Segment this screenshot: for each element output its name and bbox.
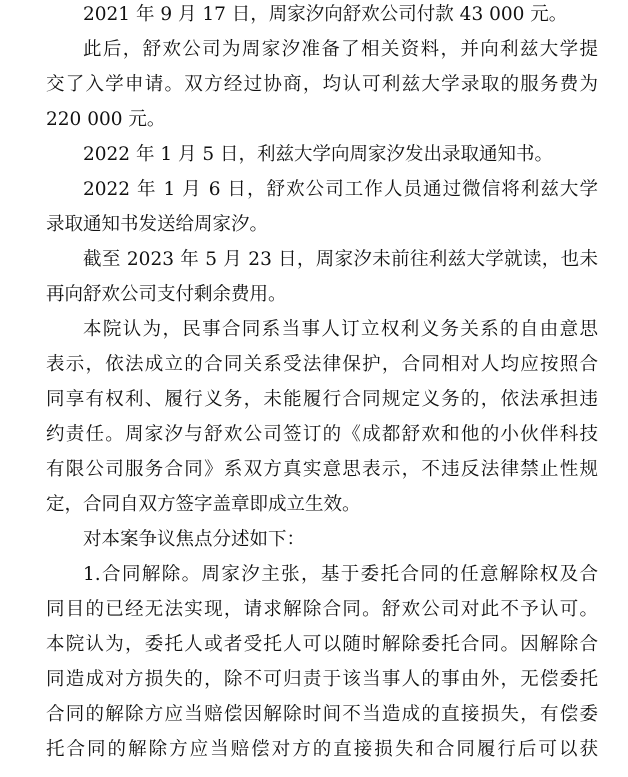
text-line: 2022 年 1 月 5 日，利兹大学向周家汐发出录取通知书。 (83, 144, 554, 165)
paragraph-payment (46, 0, 598, 32)
text-line: 同造成对方损失的，除不可归责于该当事人的事由外，无偿委托 (46, 669, 598, 690)
paragraph-offer (46, 137, 598, 172)
text-line: 再向舒欢公司支付剩余费用。 (46, 284, 287, 305)
text-line: 2022 年 1 月 6 日，舒欢公司工作人员通过微信将利兹大学 (83, 179, 598, 200)
paragraph-unpaid (46, 242, 598, 312)
text-line: 录取通知书发送给周家汐。 (46, 214, 269, 235)
text-line: 此后，舒欢公司为周家汐准备了相关资料，并向利兹大学提 (83, 39, 598, 60)
text-line: 同享有权利、履行义务，未能履行合同规定义务的，依法承担违 (46, 389, 598, 410)
text-line: 本院认为，委托人或者受托人可以随时解除委托合同。因解除合 (46, 634, 598, 655)
text-line: 本院认为，民事合同系当事人订立权利义务关系的自由意思 (83, 319, 598, 340)
paragraph-focus-intro (46, 522, 598, 557)
text-line: 2021 年 9 月 17 日，周家汐向舒欢公司付款 43 000 元。 (83, 4, 568, 25)
text-line: 截至 2023 年 5 月 23 日，周家汐未前往利兹大学就读，也未 (83, 249, 598, 270)
paragraph-wechat (46, 172, 598, 242)
text-line: 对本案争议焦点分述如下： (83, 529, 306, 550)
paragraph-court-view (46, 312, 598, 522)
text-line: 1.合同解除。周家汐主张，基于委托合同的任意解除权及合 (83, 564, 598, 585)
text-line: 表示，依法成立的合同关系受法律保护，合同相对人均应按照合 (46, 354, 598, 375)
paragraph-termination (46, 557, 598, 767)
text-line: 220 000 元。 (46, 109, 166, 130)
text-line: 约责任。周家汐与舒欢公司签订的《成都舒欢和他的小伙伴科技 (46, 424, 598, 445)
text-line: 有限公司服务合同》系双方真实意思表示，不违反法律禁止性规 (46, 459, 598, 480)
text-line: 定，合同自双方签字盖章即成立生效。 (46, 494, 361, 515)
text-line: 托合同的解除方应当赔偿对方的直接损失和合同履行后可以获 (46, 739, 598, 760)
paragraph-application (46, 32, 598, 137)
text-line: 同目的已经无法实现，请求解除合同。舒欢公司对此不予认可。 (46, 599, 598, 620)
text-line: 合同的解除方应当赔偿因解除时间不当造成的直接损失，有偿委 (46, 704, 598, 725)
text-line: 交了入学申请。双方经过协商，均认可利兹大学录取的服务费为 (46, 74, 598, 95)
